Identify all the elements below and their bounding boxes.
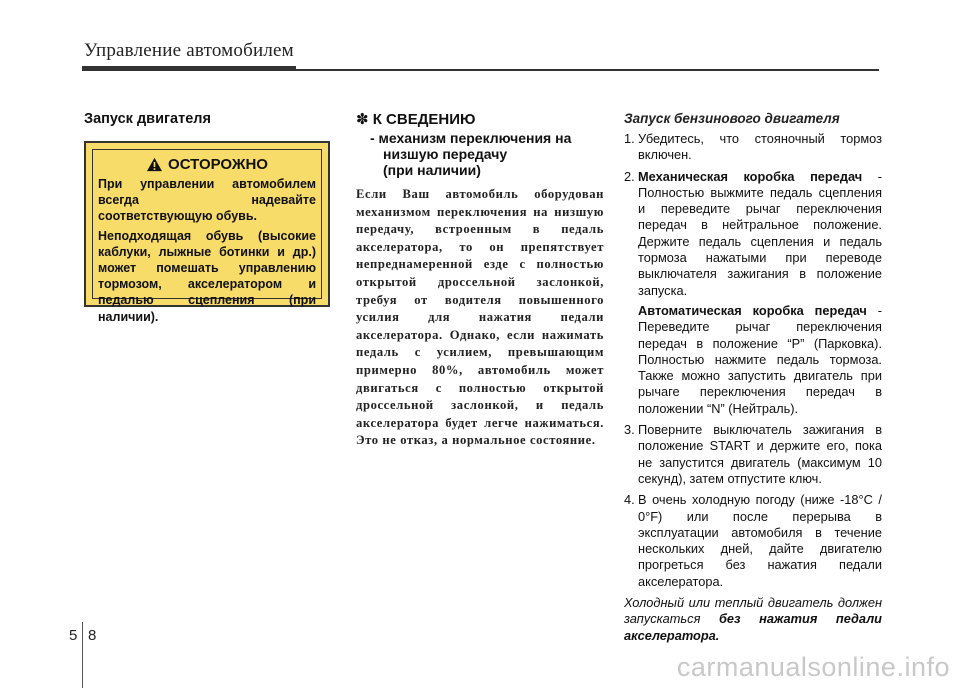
note-subtitle-line-2: низшую передачу — [383, 146, 508, 162]
right-column — [624, 111, 882, 644]
step-text: Убедитесь, что стояночный тормоз включен. — [638, 131, 882, 163]
note-subtitle-line-3: (при наличии) — [383, 162, 481, 178]
step-number: 4. — [624, 492, 635, 508]
page-header-title: Управление автомобилем — [84, 40, 294, 61]
note-column — [356, 111, 604, 450]
step-number: 1. — [624, 131, 635, 146]
step-item — [624, 169, 882, 417]
note-body: Если Ваш автомобиль оборудован механизмом переключения на низшую передачу, встроенным в педаль акселератора, то он препятствует непреднамеренной езде с полностью открытой дроссельной заслонкой, требуя от водителя повышенного усилия для нажатия педали акселератора. Однако, если нажимать педаль с усилием, превышающим примерно 80%, автомобиль может двигаться с полностью открытой дроссельной заслонкой, и педаль акселератора будет легче нажиматься. Это не отказ, а нормальное состояние. — [356, 187, 604, 448]
warning-paragraph-2: Неподходящая обувь (высокие каблуки, лыжные ботинки и др.) может помешать управлению тормозом, акселератором и педалью сцепления (при наличии). — [98, 228, 316, 324]
closing-bold: без нажатия педали акселератора. — [624, 611, 882, 643]
warning-heading — [98, 156, 316, 173]
note-title: ✽ К СВЕДЕНИЮ — [356, 111, 476, 128]
watermark: carmanualsonline.info — [676, 652, 950, 682]
warning-triangle-icon — [146, 157, 163, 172]
note-subtitle-line-1: - механизм переключения на — [370, 130, 572, 146]
page-number-section: 5 — [69, 627, 78, 644]
step-item — [624, 492, 882, 590]
step-number: 2. — [624, 168, 635, 184]
step-text: Поверните выключатель зажигания в положение START и держите его, пока не запустится двигатель (максимум 10 секунд), затем отпустите ключ. — [638, 422, 882, 486]
step-body: - Переведите рычаг переключения передач в положение “P” (Парковка). Полностью нажмите педаль тормоза. Также можно запустить двигатель при рычаге переключения передач в положении “N” (Нейтраль). — [638, 302, 882, 416]
step-number: 3. — [624, 422, 635, 438]
page-number-divider — [82, 622, 83, 688]
step-body: - Полностью выжмите педаль сцепления и переведите рычаг переключения передач в нейтральное положение. Держите педаль сцепления и педаль тормоза нажатыми при переводе выключателя зажигания в положение запуска. — [638, 168, 882, 298]
note-subtitle — [356, 130, 604, 178]
step-bold-label: Механическая коробка передач — [638, 168, 863, 184]
step-bold-label: Автоматическая коробка передач — [638, 302, 867, 318]
page-number: 8 — [88, 627, 97, 644]
closing-italic: Холодный или теплый двигатель должен запускаться — [624, 595, 882, 627]
warning-inner-frame — [92, 149, 322, 324]
step-text — [638, 169, 882, 417]
step-item — [624, 131, 882, 164]
warning-title: ОСТОРОЖНО — [168, 156, 268, 173]
warning-paragraph-1: При управлении автомобилем всегда надевайте соответствующую обувь. — [98, 177, 316, 224]
step-text: В очень холодную погоду (ниже -18°C / 0°F) или после перерыва в эксплуатации автомобиля в течение нескольких дней, дайте двигателю прогреться без нажатия педали акселератора. — [638, 492, 882, 589]
right-section-title: Запуск бензинового двигателя — [624, 111, 840, 126]
section-title: Запуск двигателя — [84, 111, 211, 127]
step-continuation — [638, 303, 882, 417]
header-rule — [82, 69, 879, 71]
warning-box — [84, 141, 330, 324]
closing-note — [624, 595, 882, 644]
step-item — [624, 422, 882, 487]
